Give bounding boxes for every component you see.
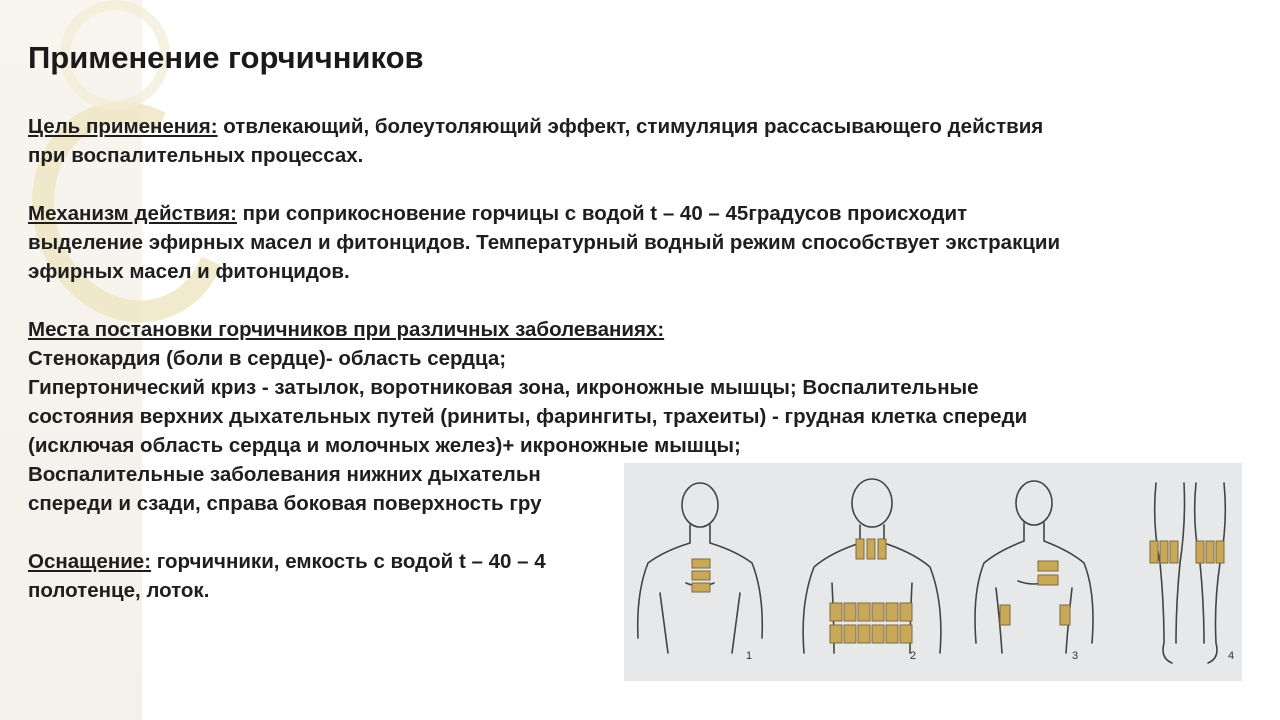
places-line-6: спереди и сзади, справа боковая поверхность гру: [28, 492, 542, 515]
plaster-back-6: [900, 603, 912, 621]
places-line-2: Гипертонический криз - затылок, воротниковая зона, икроножные мышцы; Воспалительные: [28, 376, 979, 399]
plaster-heart-2: [692, 571, 710, 580]
body-diagrams: [624, 463, 1242, 681]
figure-label-4: 4: [1228, 650, 1235, 662]
plaster-back-2: [844, 603, 856, 621]
plaster-back-10: [872, 625, 884, 643]
plaster-neck-2: [867, 539, 875, 559]
mechanism-line-2: выделение эфирных масел и фитонцидов. Температурный водный режим способствует экстракции: [28, 231, 1061, 254]
figure-front-side: [975, 481, 1093, 653]
mechanism-label: Механизм действия:: [28, 202, 237, 225]
places-line-5: Воспалительные заболевания нижних дыхательн: [28, 463, 541, 486]
plaster-calf-4: [1196, 541, 1204, 563]
goal-label: Цель применения:: [28, 115, 218, 138]
plaster-back-4: [872, 603, 884, 621]
places-line-4: (исключая область сердца и молочных желез)+ икроножные мышцы;: [28, 434, 741, 457]
plaster-back-1: [830, 603, 842, 621]
mustard-plaster-figure: [624, 463, 1242, 681]
plaster-neck-1: [856, 539, 864, 559]
places-line-1: Стенокардия (боли в сердце)- область сердца;: [28, 347, 507, 370]
plaster-calf-3: [1170, 541, 1178, 563]
mechanism-paragraph: [28, 199, 1248, 228]
plaster-back-5: [886, 603, 898, 621]
plaster-chest-2: [1038, 575, 1058, 585]
figure-legs: [1155, 483, 1226, 663]
plaster-back-3: [858, 603, 870, 621]
plaster-back-11: [886, 625, 898, 643]
plaster-calf-1: [1150, 541, 1158, 563]
plaster-chest-1: [1038, 561, 1058, 571]
plaster-calf-5: [1206, 541, 1214, 563]
mechanism-line-3: эфирных масел и фитонцидов.: [28, 260, 350, 283]
equipment-label: Оснащение:: [28, 550, 152, 573]
goal-text: отвлекающий, болеутоляющий эффект, стимуляция рассасывающего действия: [217, 115, 1044, 138]
figure-label-2: 2: [910, 650, 917, 662]
mechanism-line-1: при соприкосновение горчицы с водой t – 40 – 45градусов происходит: [236, 202, 968, 225]
plaster-calf-2: [1160, 541, 1168, 563]
plaster-back-7: [830, 625, 842, 643]
plaster-back-12: [900, 625, 912, 643]
plaster-heart-3: [692, 583, 710, 592]
equipment-line-2: полотенце, лоток.: [28, 579, 210, 602]
goal-text-2: при воспалительных процессах.: [28, 144, 364, 167]
plaster-heart-1: [692, 559, 710, 568]
plaster-side-2: [1060, 605, 1070, 625]
places-line-3: состояния верхних дыхательных путей (риниты, фарингиты, трахеиты) - грудная клетка спереди: [28, 405, 1028, 428]
slide-title: Применение горчичников: [28, 40, 424, 75]
figure-label-1: 1: [746, 650, 753, 662]
plaster-back-8: [844, 625, 856, 643]
plaster-calf-6: [1216, 541, 1224, 563]
places-heading: Места постановки горчичников при различных заболеваниях:: [28, 318, 665, 341]
plaster-back-9: [858, 625, 870, 643]
plaster-side-1: [1000, 605, 1010, 625]
equipment-line-1: горчичники, емкость с водой t – 40 – 4: [151, 550, 546, 573]
plaster-neck-3: [878, 539, 886, 559]
goal-paragraph: [28, 112, 1248, 141]
figure-label-3: 3: [1072, 650, 1079, 662]
